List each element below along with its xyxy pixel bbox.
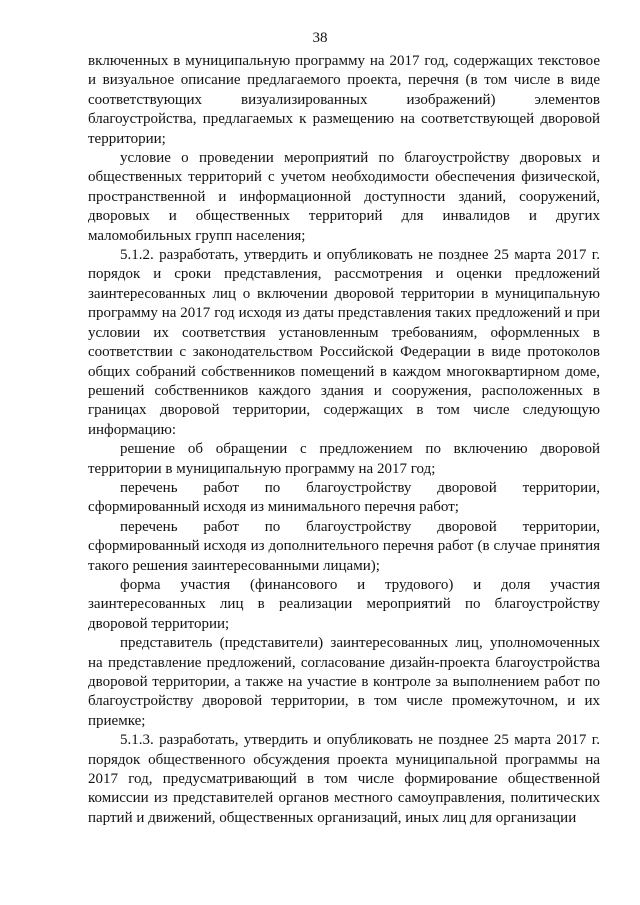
page-number: 38 <box>312 30 328 46</box>
paragraph-representative-item: представитель (представители) заинтересованных лиц, уполномоченных на представление предложений, согласование дизайн-проекта благоустройства дворовой территории, а также на участие в контроле за выполнением работ по благоустройству дворовой территории, в том числе промежуточном, и их приемке; <box>88 635 600 729</box>
paragraph-5-1-3: 5.1.3. разработать, утвердить и опубликовать не позднее 25 марта 2017 г. порядок общественного обсуждения проекта муниципальной программы на 2017 год, предусматривающий в том числе формирование общественной комиссии из представителей органов местного самоуправления, политических партий и движений, общественных организаций, иных лиц для организации <box>88 732 600 826</box>
paragraph-minimal-works-item: перечень работ по благоустройству дворовой территории, сформированный исходя из минимального перечня работ; <box>88 479 600 516</box>
paragraph-additional-works-item: перечень работ по благоустройству дворовой территории, сформированный исходя из дополнительного перечня работ (в случае принятия такого решения заинтересованными лицами); <box>88 518 600 574</box>
paragraph-accessibility-condition: условие о проведении мероприятий по благоустройству дворовых и общественных территорий с учетом необходимости обеспечения физической, пространственной и информационной доступности зданий, сооружений, дворовых и общественных территорий для инвалидов и других маломобильных групп населения; <box>88 150 600 244</box>
document-body <box>88 52 600 828</box>
paragraph-continuation: включенных в муниципальную программу на 2017 год, содержащих текстовое и визуальное описание предлагаемого проекта, перечня (в том числе в виде соответствующих визуализированных изображений) элементов благоустройства, предлагаемых к размещению на соответствующей дворовой территории; <box>88 53 600 147</box>
paragraph-decision-item: решение об обращении с предложением по включению дворовой территории в муниципальную программу на 2017 год; <box>88 441 600 477</box>
paragraph-5-1-2: 5.1.2. разработать, утвердить и опубликовать не позднее 25 марта 2017 г. порядок и сроки представления, рассмотрения и оценки предложений заинтересованных лиц о включении дворовой территории в муниципальную программу на 2017 год исходя из даты представления таких предложений и при условии их соответствия установленным требованиям, оформленных в соответствии с законодательством Российской Федерации в виде протоколов общих собраний собственников помещений в каждом многоквартирном доме, решений собственников каждого здания и сооружения, расположенных в границах дворовой территории, содержащих в том числе следующую информацию: <box>88 247 600 438</box>
paragraph-participation-form-item: форма участия (финансового и трудового) и доля участия заинтересованных лиц в реализации мероприятий по благоустройству дворовой территории; <box>88 576 600 632</box>
